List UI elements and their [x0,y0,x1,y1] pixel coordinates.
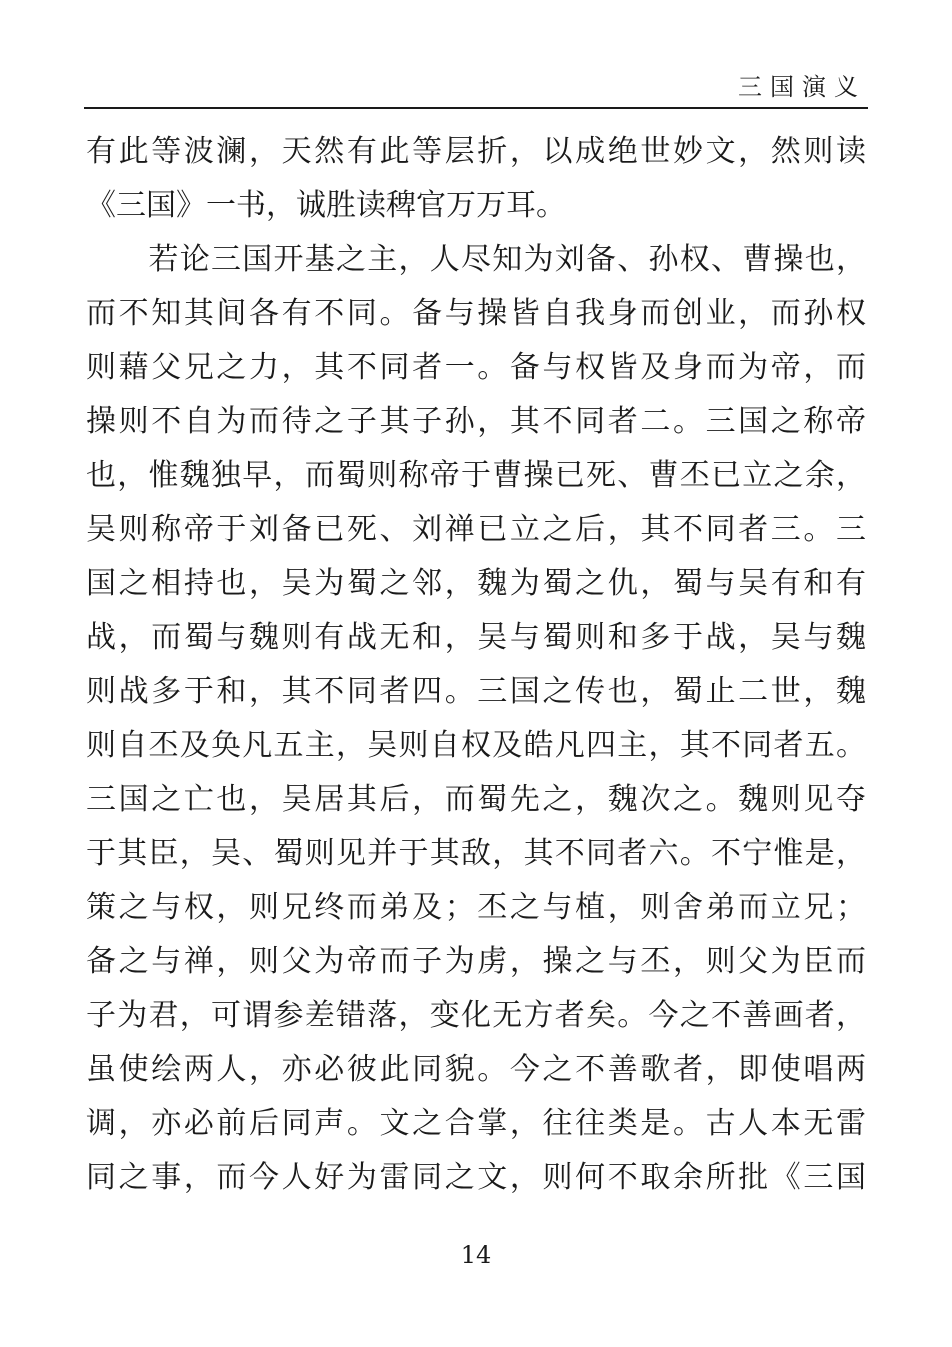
text-line: 备之与禅，则父为帝而子为虏，操之与丕，则父为臣而 [86,944,866,979]
body-text [86,125,866,1205]
text-line: 调，亦必前后同声。文之合掌，往往类是。古人本无雷 [86,1106,866,1141]
text-line: 则战多于和，其不同者四。三国之传也，蜀止二世，魏 [86,674,866,709]
text-line: 于其臣，吴、蜀则见并于其敌，其不同者六。不宁惟是， [86,836,866,871]
text-line: 吴则称帝于刘备已死、刘禅已立之后，其不同者三。三 [86,512,866,547]
text-line: 有此等波澜，天然有此等层折，以成绝世妙文，然则读 [86,134,866,169]
running-header-title: 三国演义 [738,73,866,101]
text-line: 操则不自为而待之子其子孙，其不同者二。三国之称帝 [86,404,866,439]
text-line: 三国之亡也，吴居其后，而蜀先之，魏次之。魏则见夺 [86,782,866,817]
text-line: 战，而蜀与魏则有战无和，吴与蜀则和多于战，吴与魏 [86,620,866,655]
text-line: 也，惟魏独早，而蜀则称帝于曹操已死、曹丕已立之余， [86,458,866,493]
text-line: 策之与权，则兄终而弟及；丕之与植，则舍弟而立兄； [86,890,866,925]
text-line: 子为君，可谓参差错落，变化无方者矣。今之不善画者， [86,998,866,1033]
page-number: 14 [460,1241,492,1269]
text-line: 《三国》一书，诚胜读稗官万万耳。 [86,188,566,223]
text-line: 则藉父兄之力，其不同者一。备与权皆及身而为帝，而 [86,350,866,385]
text-line: 国之相持也，吴为蜀之邻，魏为蜀之仇，蜀与吴有和有 [86,566,866,601]
header-rule [84,107,868,109]
text-line: 而不知其间各有不同。备与操皆自我身而创业，而孙权 [86,296,866,331]
text-line: 虽使绘两人，亦必彼此同貌。今之不善歌者，即使唱两 [86,1052,866,1087]
text-line: 若论三国开基之主，人尽知为刘备、孙权、曹操也， [86,242,866,277]
text-line: 同之事，而今人好为雷同之文，则何不取余所批《三国 [86,1160,866,1195]
text-line: 则自丕及奂凡五主，吴则自权及皓凡四主，其不同者五。 [86,728,866,763]
